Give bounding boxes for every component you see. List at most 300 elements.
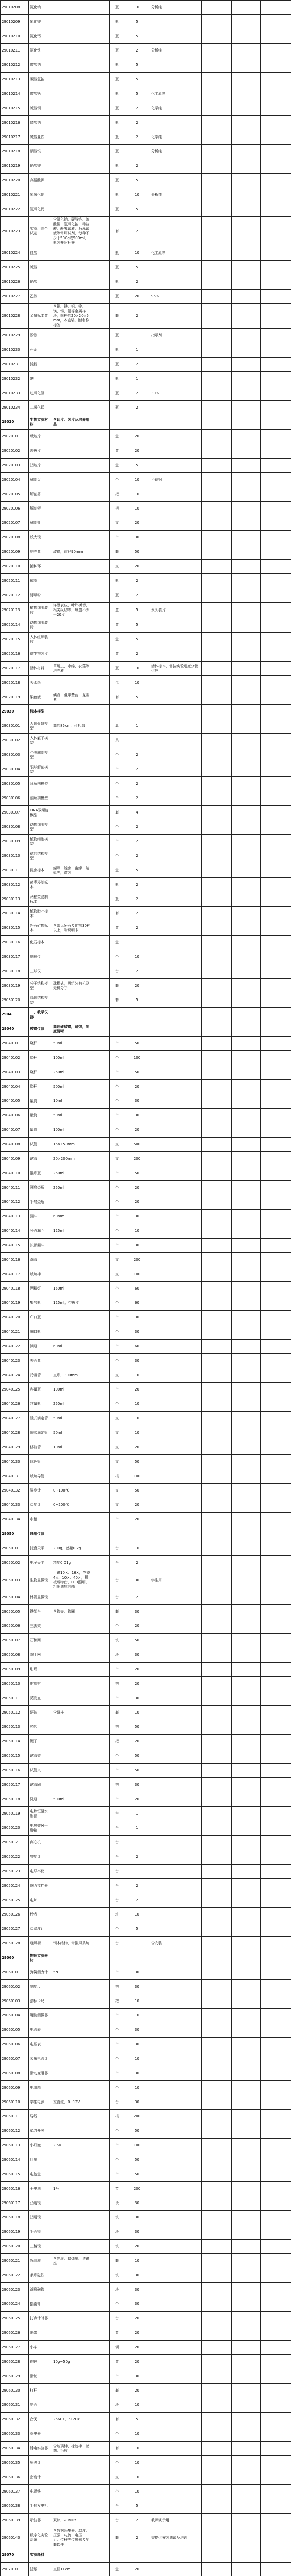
cell-remark (150, 1368, 202, 1383)
cell-extra-3 (261, 863, 291, 878)
cell-model (92, 1994, 110, 2009)
cell-unit: 支 (110, 1412, 124, 1426)
cell-extra-3 (261, 502, 291, 516)
table-row (1, 1109, 291, 1123)
cell-extra-2 (232, 130, 261, 145)
cell-code: 29050121 (1, 1836, 29, 1850)
cell-model (92, 1210, 110, 1224)
cell-remark (150, 1792, 202, 1807)
cell-extra-1 (202, 87, 232, 101)
cell-code: 29040134 (1, 1513, 29, 1527)
cell-remark (150, 1980, 202, 1994)
cell-code: 29060125 (1, 2312, 29, 2326)
cell-remark (150, 531, 202, 545)
cell-model (92, 401, 110, 415)
cell-extra-1 (202, 878, 232, 892)
cell-extra-3 (261, 1282, 291, 1296)
cell-spec: 250ml (52, 1397, 92, 1412)
cell-unit: 个 (110, 1239, 124, 1253)
cell-code: 29050106 (1, 1619, 29, 1634)
cell-extra-1 (202, 473, 232, 487)
cell-remark (150, 372, 202, 386)
cell-remark (150, 29, 202, 44)
cell-unit: 个 (110, 748, 124, 762)
cell-model (92, 1311, 110, 1325)
cell-extra-2 (232, 1879, 261, 1893)
table-row (1, 2066, 291, 2081)
cell-extra-3 (261, 892, 291, 907)
cell-model (92, 1123, 110, 1138)
cell-code: 29030116 (1, 936, 29, 950)
table-row (1, 58, 291, 73)
cell-extra-2 (232, 2254, 261, 2268)
cell-model (92, 777, 110, 791)
cell-extra-2 (232, 58, 261, 73)
cell-code: 29040101 (1, 1037, 29, 1051)
cell-code: 29060105 (1, 2023, 29, 2038)
cell-extra-3 (261, 87, 291, 101)
cell-spec: 精度0.01g (52, 1556, 92, 1570)
cell-remark (150, 2052, 202, 2066)
cell-qty (124, 705, 150, 719)
cell-code: 29050123 (1, 1865, 29, 1879)
cell-extra-1 (202, 202, 232, 217)
cell-remark (150, 1469, 202, 1484)
cell-spec (52, 1994, 92, 2009)
cell-model (92, 1922, 110, 1937)
table-row (1, 1498, 291, 1513)
cell-extra-2 (232, 1937, 261, 1951)
cell-extra-3 (261, 516, 291, 531)
table-row (1, 44, 291, 58)
cell-code: 29050127 (1, 1922, 29, 1937)
cell-remark (150, 1253, 202, 1267)
cell-spec (52, 2341, 92, 2355)
cell-unit: 瓶 (110, 275, 124, 290)
cell-unit: 套 (110, 907, 124, 921)
section-row (1, 705, 291, 719)
cell-extra-2 (232, 116, 261, 130)
cell-model (92, 1354, 110, 1368)
cell-extra-3 (261, 1498, 291, 1513)
cell-spec: 高硼硅玻璃，耐热，刻度清晰 (52, 1022, 92, 1037)
cell-unit: 台 (110, 1807, 124, 1821)
cell-remark (150, 588, 202, 603)
cell-model (92, 2369, 110, 2384)
cell-extra-1 (202, 1109, 232, 1123)
cell-code: 29060110 (1, 2095, 29, 2110)
cell-extra-3 (261, 2563, 291, 2576)
cell-model (92, 1792, 110, 1807)
cell-name: 乙醇 (29, 290, 52, 304)
cell-qty: 200 (124, 2182, 150, 2196)
cell-extra-3 (261, 878, 291, 892)
cell-spec (52, 633, 92, 647)
cell-spec (52, 2297, 92, 2312)
cell-name: 磁力搅拌器 (29, 1879, 52, 1893)
cell-qty: 2 (124, 791, 150, 806)
cell-extra-2 (232, 1605, 261, 1619)
cell-extra-1 (202, 1513, 232, 1527)
table-row (1, 1879, 291, 1893)
cell-name: 硝酸钾 (29, 159, 52, 174)
cell-name: 花的结构模型 (29, 849, 52, 863)
cell-extra-3 (261, 662, 291, 676)
cell-model (92, 2470, 110, 2485)
cell-qty: 50 (124, 2153, 150, 2167)
cell-model (92, 1908, 110, 1922)
cell-unit: 个 (110, 1224, 124, 1239)
cell-spec (52, 849, 92, 863)
table-row (1, 358, 291, 372)
cell-remark (150, 2398, 202, 2413)
cell-unit: 支 (110, 1455, 124, 1469)
cell-remark (150, 1619, 202, 1634)
cell-qty: 2 (124, 386, 150, 401)
cell-extra-1 (202, 1397, 232, 1412)
cell-name: 人体组织装片 (29, 633, 52, 647)
cell-code: 29060102 (1, 1980, 29, 1994)
cell-unit: 块 (110, 2268, 124, 2283)
cell-extra-2 (232, 1541, 261, 1556)
cell-spec (52, 1513, 92, 1527)
cell-spec (52, 2124, 92, 2139)
cell-extra-3 (261, 1706, 291, 1720)
cell-unit: 节 (110, 2182, 124, 2196)
table-row (1, 73, 291, 87)
cell-extra-3 (261, 705, 291, 719)
cell-qty: 1 (124, 145, 150, 159)
table-row (1, 1123, 291, 1138)
table-row (1, 2398, 291, 2413)
cell-model (92, 1325, 110, 1340)
table-row (1, 1267, 291, 1282)
cell-extra-1 (202, 386, 232, 401)
cell-extra-1 (202, 29, 232, 44)
cell-unit: 把 (110, 502, 124, 516)
cell-unit: 个 (110, 1340, 124, 1354)
table-row (1, 979, 291, 993)
cell-remark (150, 1037, 202, 1051)
cell-extra-3 (261, 748, 291, 762)
cell-remark (150, 618, 202, 633)
cell-extra-1 (202, 1253, 232, 1267)
cell-remark (150, 516, 202, 531)
cell-unit: 个 (110, 2124, 124, 2139)
cell-unit: 把 (110, 1980, 124, 1994)
cell-name: 电热恒温水浴锅 (29, 1807, 52, 1821)
cell-spec (52, 1619, 92, 1634)
cell-extra-1 (202, 835, 232, 849)
cell-extra-1 (202, 1195, 232, 1210)
cell-unit: 个 (110, 1965, 124, 1980)
cell-spec (52, 343, 92, 358)
cell-extra-2 (232, 1720, 261, 1735)
cell-remark: 分析纯 (150, 188, 202, 202)
table-row (1, 2326, 291, 2341)
cell-unit (110, 1008, 124, 1022)
cell-qty: 2 (124, 1893, 150, 1908)
cell-qty: 2 (124, 777, 150, 791)
table-row (1, 101, 291, 116)
cell-remark (150, 1354, 202, 1368)
cell-code: 29030115 (1, 921, 29, 936)
cell-extra-2 (232, 1836, 261, 1850)
cell-remark (150, 2009, 202, 2023)
cell-name: 两栖类浸制标本 (29, 892, 52, 907)
cell-extra-2 (232, 835, 261, 849)
cell-qty: 50 (124, 1720, 150, 1735)
cell-extra-3 (261, 1836, 291, 1850)
cell-qty: 30 (124, 2268, 150, 2283)
cell-extra-2 (232, 1051, 261, 1065)
cell-spec: 交直流，0~12V (52, 2095, 92, 2110)
cell-name: 洗瓶 (29, 1792, 52, 1807)
table-row (1, 401, 291, 415)
cell-remark (150, 979, 202, 993)
cell-remark (150, 705, 202, 719)
cell-name: 锥形瓶 (29, 1166, 52, 1181)
cell-name: 放大镜 (29, 531, 52, 545)
cell-extra-3 (261, 1109, 291, 1123)
cell-extra-1 (202, 719, 232, 734)
cell-remark (150, 863, 202, 878)
table-row (1, 1807, 291, 1821)
cell-remark (150, 791, 202, 806)
cell-spec (52, 531, 92, 545)
cell-extra-3 (261, 777, 291, 791)
cell-extra-3 (261, 2110, 291, 2124)
cell-model (92, 2167, 110, 2182)
table-row (1, 2095, 291, 2110)
table-row (1, 15, 291, 29)
cell-spec (52, 676, 92, 690)
cell-extra-2 (232, 777, 261, 791)
cell-extra-1 (202, 1965, 232, 1980)
table-row (1, 217, 291, 246)
cell-extra-1 (202, 1325, 232, 1340)
cell-extra-3 (261, 1749, 291, 1764)
cell-name: 氢氧化钠 (29, 188, 52, 202)
cell-unit: 个 (110, 2369, 124, 2384)
cell-qty: 30 (124, 2196, 150, 2211)
cell-name: 药匙 (29, 1720, 52, 1735)
table-row (1, 748, 291, 762)
cell-extra-1 (202, 2052, 232, 2066)
cell-code: 29010227 (1, 290, 29, 304)
cell-extra-1 (202, 1022, 232, 1037)
cell-model (92, 1965, 110, 1980)
cell-name: 凹玻片 (29, 459, 52, 473)
table-row (1, 261, 291, 275)
cell-model (92, 1663, 110, 1677)
cell-extra-2 (232, 2052, 261, 2066)
cell-code: 29020101 (1, 430, 29, 444)
cell-remark (150, 2355, 202, 2369)
cell-extra-3 (261, 1152, 291, 1166)
cell-qty: 50 (124, 1037, 150, 1051)
cell-model (92, 806, 110, 820)
cell-spec (52, 2470, 92, 2485)
cell-name: 碳酸钙 (29, 87, 52, 101)
cell-spec (52, 159, 92, 174)
cell-unit: 台 (110, 1590, 124, 1605)
cell-extra-3 (261, 101, 291, 116)
cell-extra-1 (202, 188, 232, 202)
cell-qty: 30 (124, 2023, 150, 2038)
cell-extra-1 (202, 2038, 232, 2052)
cell-qty: 20 (124, 1663, 150, 1677)
table-row (1, 936, 291, 950)
table-row (1, 690, 291, 705)
cell-qty: 30 (124, 1109, 150, 1123)
cell-extra-3 (261, 1224, 291, 1239)
cell-qty: 2 (124, 116, 150, 130)
cell-code: 29020105 (1, 487, 29, 502)
cell-extra-2 (232, 878, 261, 892)
cell-extra-1 (202, 2563, 232, 2576)
cell-remark (150, 2470, 202, 2485)
cell-remark: 学生用 (150, 1570, 202, 1590)
cell-model (92, 73, 110, 87)
cell-spec (52, 1455, 92, 1469)
cell-remark (150, 2297, 202, 2312)
table-row (1, 2470, 291, 2485)
cell-model (92, 2139, 110, 2153)
cell-spec (52, 1590, 92, 1605)
cell-name: 标本模型 (29, 705, 52, 719)
cell-remark (150, 116, 202, 130)
cell-unit: 套 (110, 690, 124, 705)
cell-extra-2 (232, 2326, 261, 2341)
cell-extra-3 (261, 1181, 291, 1195)
cell-name: 移液管 (29, 1440, 52, 1455)
cell-remark (150, 1663, 202, 1677)
cell-extra-3 (261, 2470, 291, 2485)
cell-extra-2 (232, 863, 261, 878)
cell-name: 金属标本盒 (29, 304, 52, 329)
cell-extra-1 (202, 2297, 232, 2312)
cell-extra-2 (232, 1253, 261, 1267)
cell-extra-1 (202, 116, 232, 130)
cell-unit: 瓶 (110, 246, 124, 261)
cell-remark (150, 343, 202, 358)
cell-spec (52, 1764, 92, 1778)
cell-extra-2 (232, 719, 261, 734)
cell-name: 硝酸 (29, 275, 52, 290)
table-row (1, 1397, 291, 1412)
cell-qty: 30 (124, 1691, 150, 1706)
cell-spec: 含铜、铁、铝、锌、镁、锡、铅等金属样块，规格约20×20×5mm，木盒装，附名称标签 (52, 304, 92, 329)
cell-model (92, 1541, 110, 1556)
cell-model (92, 1980, 110, 1994)
cell-remark (150, 358, 202, 372)
cell-qty: 20 (124, 1080, 150, 1094)
cell-name: 试管 (29, 1138, 52, 1152)
cell-code: 29060107 (1, 2052, 29, 2066)
cell-model (92, 545, 110, 560)
cell-spec (52, 878, 92, 892)
cell-name: 分子结构模型 (29, 979, 52, 993)
cell-spec (52, 473, 92, 487)
table-row (1, 1965, 291, 1980)
cell-spec (52, 1893, 92, 1908)
cell-model (92, 2297, 110, 2312)
cell-qty: 30 (124, 2095, 150, 2110)
cell-extra-3 (261, 217, 291, 246)
cell-extra-1 (202, 1590, 232, 1605)
cell-extra-1 (202, 2528, 232, 2548)
cell-name: 杠杆 (29, 2384, 52, 2398)
cell-unit: 盒 (110, 2355, 124, 2369)
cell-name: 电磁铁 (29, 2485, 52, 2499)
cell-extra-3 (261, 2442, 291, 2456)
cell-extra-2 (232, 2268, 261, 2283)
cell-remark (150, 820, 202, 835)
cell-extra-2 (232, 1965, 261, 1980)
cell-remark (150, 1922, 202, 1937)
cell-extra-3 (261, 1123, 291, 1138)
cell-unit: 套 (110, 1706, 124, 1720)
cell-model (92, 2081, 110, 2095)
cell-code: 29050112 (1, 1706, 29, 1720)
cell-code: 29030118 (1, 964, 29, 979)
cell-qty: 20 (124, 1181, 150, 1195)
cell-name: 地球仪 (29, 950, 52, 964)
cell-unit: 块 (110, 2398, 124, 2413)
cell-extra-3 (261, 1893, 291, 1908)
cell-name: 试管 (29, 1152, 52, 1166)
cell-extra-1 (202, 1994, 232, 2009)
cell-extra-1 (202, 1152, 232, 1166)
cell-name: 螺旋测微器 (29, 2009, 52, 2023)
cell-extra-1 (202, 2355, 232, 2369)
cell-extra-2 (232, 791, 261, 806)
cell-qty: 1 (124, 1836, 150, 1850)
cell-extra-2 (232, 1893, 261, 1908)
cell-unit: 个 (110, 2153, 124, 2167)
cell-model (92, 1296, 110, 1311)
cell-extra-3 (261, 329, 291, 343)
cell-name: 温度计 (29, 1484, 52, 1498)
cell-model (92, 217, 110, 246)
cell-name: 培养皿 (29, 545, 52, 560)
cell-model (92, 1807, 110, 1821)
cell-extra-2 (232, 1634, 261, 1648)
cell-name: 比色管 (29, 1455, 52, 1469)
cell-extra-2 (232, 2297, 261, 2312)
table-row (1, 2153, 291, 2167)
cell-extra-2 (232, 1296, 261, 1311)
cell-unit: 个 (110, 1166, 124, 1181)
table-row (1, 1980, 291, 1994)
cell-extra-2 (232, 531, 261, 545)
cell-code: 29010213 (1, 73, 29, 87)
cell-extra-1 (202, 762, 232, 777)
cell-extra-2 (232, 1037, 261, 1051)
cell-remark (150, 1527, 202, 1541)
table-row (1, 2456, 291, 2470)
cell-spec (52, 950, 92, 964)
cell-name: 坩埚钳 (29, 1677, 52, 1691)
cell-name: 植物细胞装片 (29, 603, 52, 618)
cell-extra-3 (261, 1619, 291, 1634)
cell-extra-2 (232, 1556, 261, 1570)
cell-qty: 5 (124, 87, 150, 101)
cell-model (92, 130, 110, 145)
table-row (1, 1648, 291, 1663)
cell-extra-1 (202, 2182, 232, 2196)
